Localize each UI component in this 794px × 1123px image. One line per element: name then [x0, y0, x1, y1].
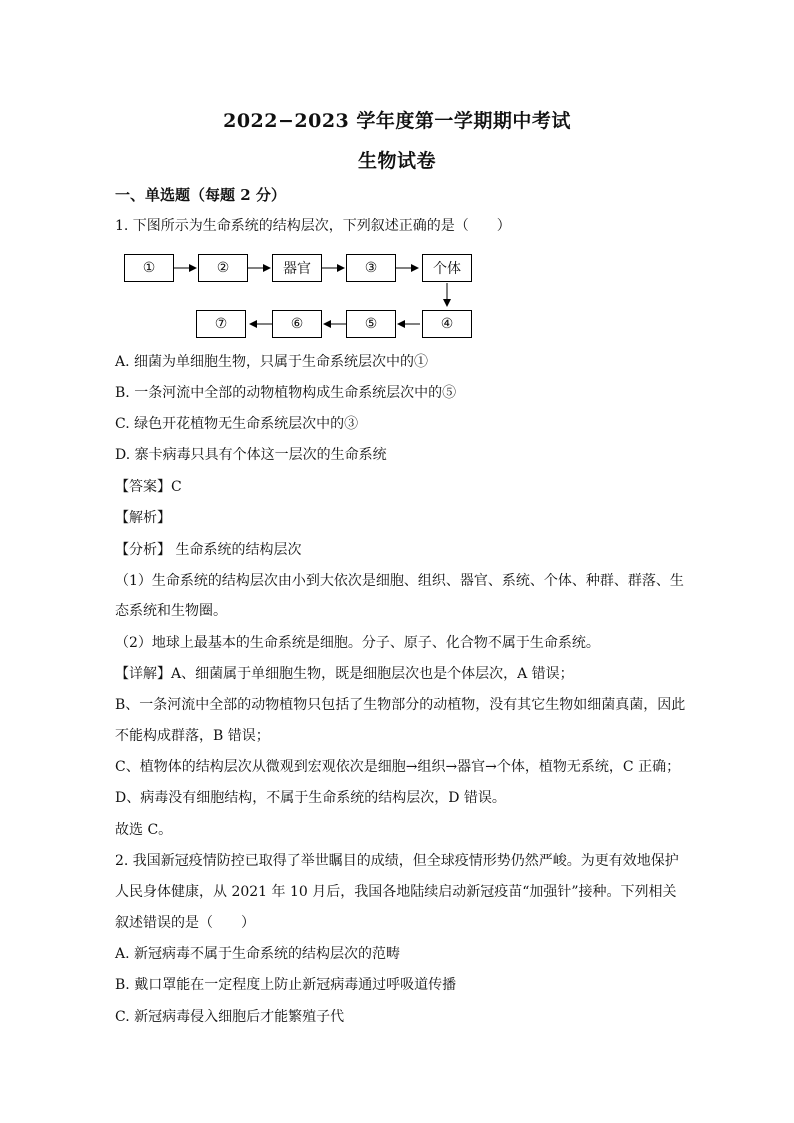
analysis-line: （2）地球上最基本的生命系统是细胞。分子、原子、化合物不属于生命系统。 [115, 635, 600, 651]
q1-option-c: C. 绿色开花植物无生命系统层次中的③ [115, 416, 359, 432]
analysis-line: 不能构成群落，B 错误； [115, 728, 270, 744]
diagram-arrows [0, 240, 794, 350]
q1-analysis-heading: 【解析】 [115, 510, 171, 526]
analysis-line: 【分析】 生命系统的结构层次 [115, 542, 302, 558]
level-box-organ: 器官 [272, 254, 322, 282]
analysis-conclusion: 故选 C。 [115, 822, 173, 838]
q1-answer: 【答案】C [115, 479, 182, 495]
q2-option-a: A. 新冠病毒不属于生命系统的结构层次的范畴 [115, 946, 401, 962]
exam-title: 2022−2023 学年度第一学期期中考试 [223, 110, 571, 132]
level-box-6: ⑥ [272, 310, 322, 338]
q2-option-c: C. 新冠病毒侵入细胞后才能繁殖子代 [115, 1009, 345, 1025]
section-heading: 一、单选题（每题 2 分） [115, 186, 286, 204]
hierarchy-diagram [0, 240, 794, 350]
analysis-line: C、植物体的结构层次从微观到宏观依次是细胞→组织→器官→个体，植物无系统，C 正确； [115, 759, 681, 775]
q2-stem-line: 人民身体健康，从 2021 年 10 月后，我国各地陆续启动新冠疫苗“加强针”接种。下列相关 [115, 884, 677, 900]
level-box-7: ⑦ [196, 310, 246, 338]
q2-stem-line: 叙述错误的是（ ） [115, 915, 255, 931]
analysis-line: 【详解】A、细菌属于单细胞生物，既是细胞层次也是个体层次，A 错误； [115, 666, 574, 682]
level-box-5: ⑤ [346, 310, 396, 338]
q1-option-d: D. 寨卡病毒只具有个体这一层次的生命系统 [115, 447, 387, 463]
q2-option-b: B. 戴口罩能在一定程度上防止新冠病毒通过呼吸道传播 [115, 977, 457, 993]
q1-option-b: B. 一条河流中全部的动物植物构成生命系统层次中的⑤ [115, 385, 457, 401]
level-box-4: ④ [422, 310, 472, 338]
analysis-line: B、一条河流中全部的动物植物只包括了生物部分的动植物，没有其它生物如细菌真菌，因此 [115, 697, 686, 713]
level-box-3: ③ [346, 254, 396, 282]
level-box-2: ② [198, 254, 248, 282]
analysis-line: D、病毒没有细胞结构，不属于生命系统的结构层次，D 错误。 [115, 790, 506, 806]
q1-option-a: A. 细菌为单细胞生物，只属于生命系统层次中的① [115, 354, 429, 370]
level-box-individual: 个体 [422, 254, 472, 282]
analysis-line: 态系统和生物圈。 [115, 603, 227, 619]
level-box-1: ① [124, 254, 174, 282]
q1-stem: 1. 下图所示为生命系统的结构层次，下列叙述正确的是（ ） [115, 218, 511, 234]
exam-subject: 生物试卷 [357, 150, 436, 172]
q2-stem-line: 2. 我国新冠疫情防控已取得了举世瞩目的成绩，但全球疫情形势仍然严峻。为更有效地保护 [115, 853, 679, 869]
analysis-line: （1）生命系统的结构层次由小到大依次是细胞、组织、器官、系统、个体、种群、群落、生 [115, 573, 684, 589]
